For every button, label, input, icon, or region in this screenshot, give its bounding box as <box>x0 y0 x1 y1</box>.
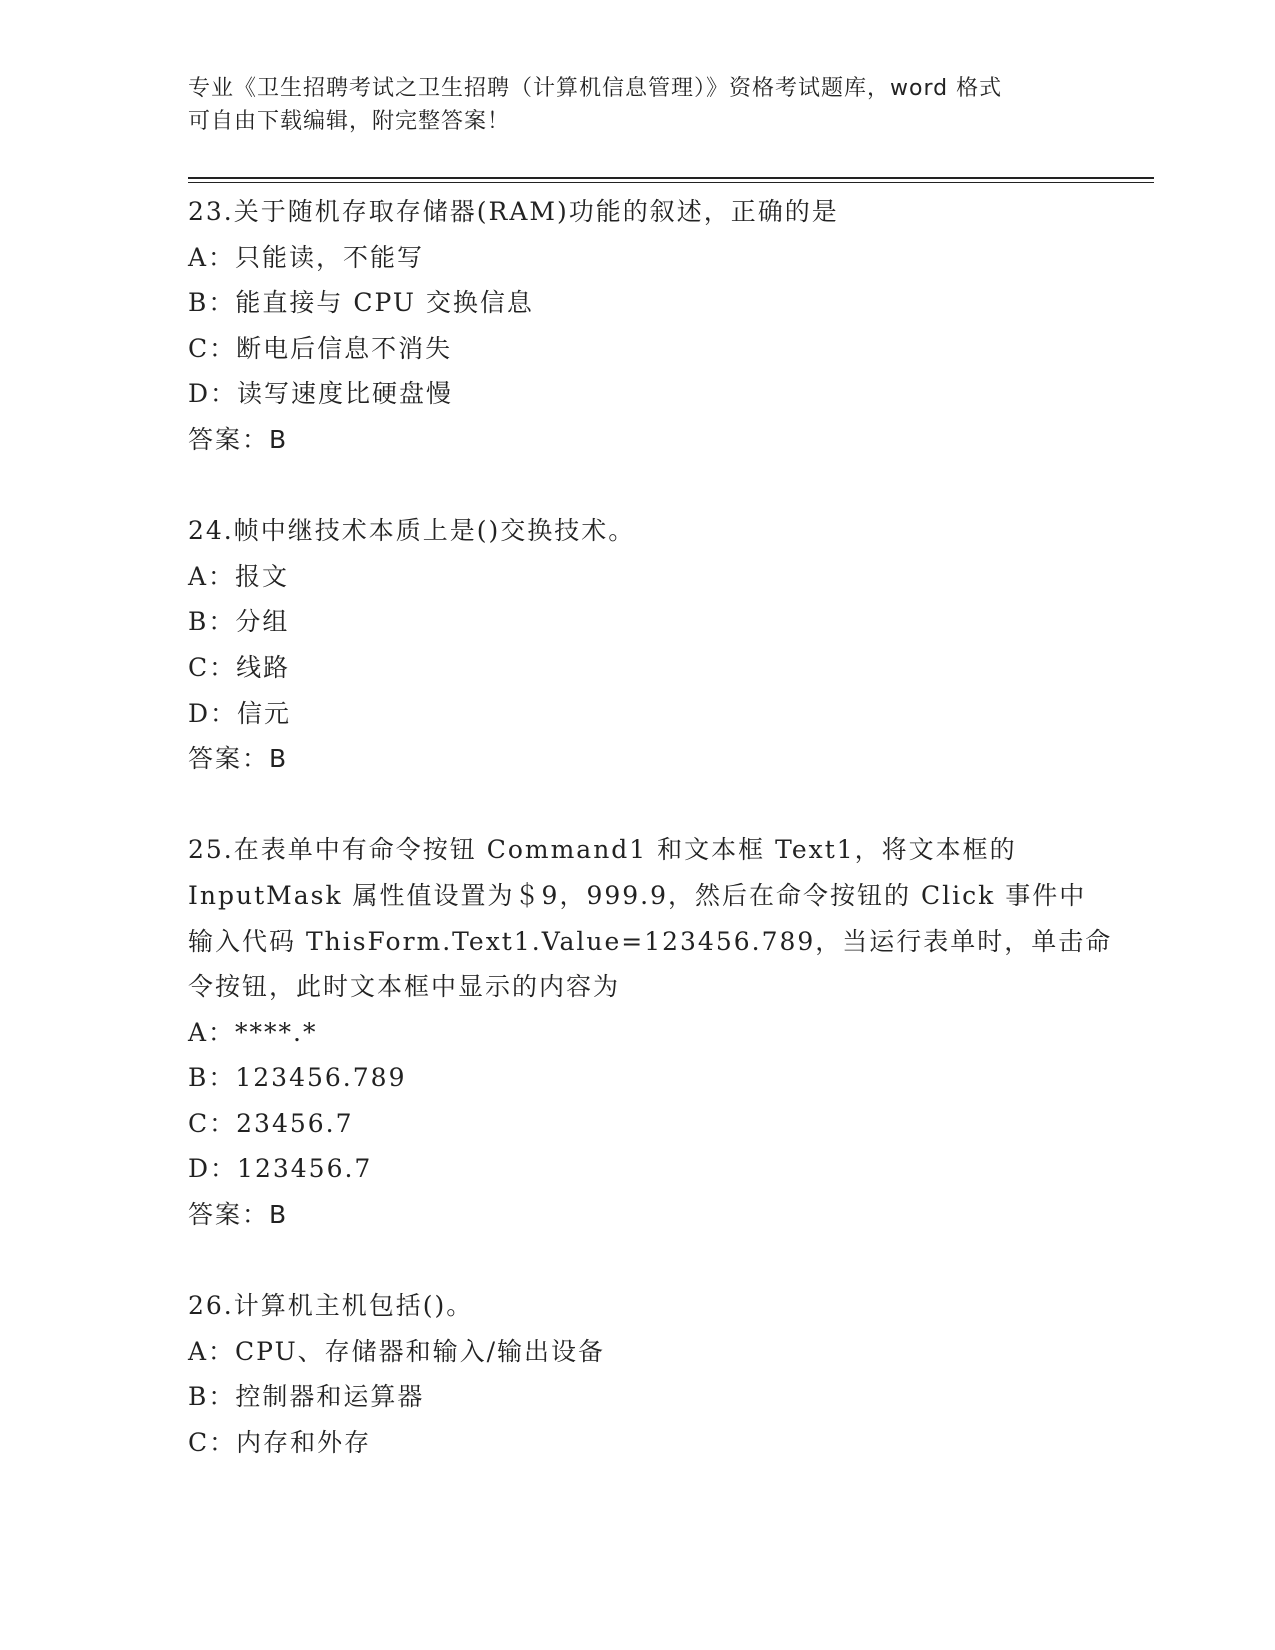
option-c: C：内存和外存 <box>188 1428 372 1458</box>
option-d: D：读写速度比硬盘慢 <box>188 379 454 409</box>
answer-text: 答案：B <box>188 744 289 774</box>
option-a: A：****.* <box>188 1017 318 1047</box>
question-text: 24.帧中继技术本质上是()交换技术。 <box>188 516 636 546</box>
option-a: A：CPU、存储器和输入/输出设备 <box>188 1336 606 1366</box>
option-a: A：报文 <box>188 561 290 591</box>
option-b: B：123456.789 <box>188 1063 407 1093</box>
question-block-24 <box>188 508 1088 782</box>
question-block-25 <box>188 827 1113 1237</box>
document-header <box>188 72 1088 138</box>
option-b: B：分组 <box>188 607 290 637</box>
option-c: C：断电后信息不消失 <box>188 333 453 363</box>
question-text-line-4: 令按钮，此时文本框中显示的内容为 <box>188 972 621 1002</box>
question-text-line-1: 25.在表单中有命令按钮 Command1 和文本框 Text1，将文本框的 <box>188 835 1017 865</box>
question-text: 26.计算机主机包括()。 <box>188 1291 474 1321</box>
option-d: D：123456.7 <box>188 1154 373 1184</box>
option-b: B：控制器和运算器 <box>188 1382 425 1412</box>
answer-text: 答案：B <box>188 424 289 454</box>
answer-text: 答案：B <box>188 1200 289 1230</box>
header-line-2: 可自由下载编辑，附完整答案！ <box>188 109 511 134</box>
option-c: C：线路 <box>188 652 291 682</box>
question-text: 23.关于随机存取存储器(RAM)功能的叙述，正确的是 <box>188 197 839 226</box>
question-text-line-3: 输入代码 ThisForm.Text1.Value=123456.789，当运行表单时，单击命 <box>188 926 1113 956</box>
option-a: A：只能读，不能写 <box>188 242 425 272</box>
header-line-1: 专业《卫生招聘考试之卫生招聘（计算机信息管理）》资格考试题库，word 格式 <box>188 76 1003 101</box>
question-block-26 <box>188 1283 1088 1465</box>
option-c: C：23456.7 <box>188 1108 354 1138</box>
question-text-line-2: InputMask 属性值设置为＄9，999.9，然后在命令按钮的 Click 事件中 <box>188 880 1087 910</box>
option-b: B：能直接与 CPU 交换信息 <box>188 288 534 318</box>
question-list <box>188 189 1113 1466</box>
header-rule-thick <box>188 177 1154 179</box>
option-d: D：信元 <box>188 698 292 728</box>
question-block-23 <box>188 189 1088 463</box>
header-rule-thin <box>188 182 1154 183</box>
